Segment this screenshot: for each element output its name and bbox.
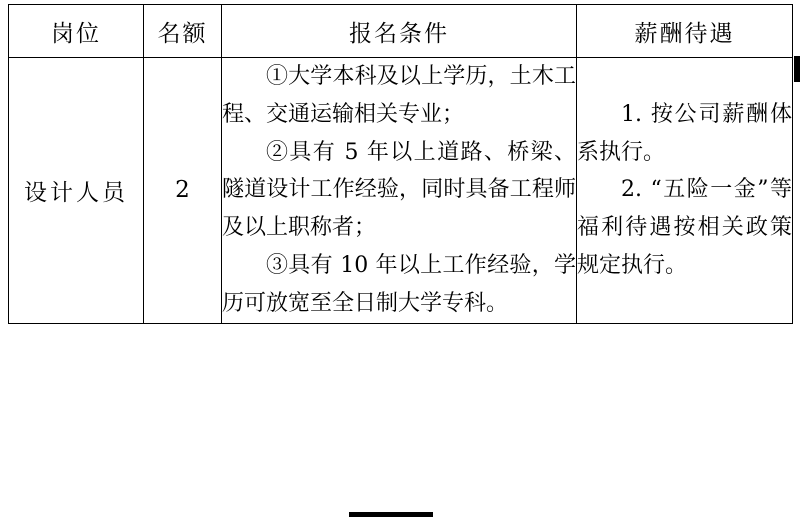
condition-item-1: ①大学本科及以上学历，土木工程、交通运输相关专业； <box>222 64 576 127</box>
table-header-row <box>9 5 793 58</box>
cell-conditions <box>222 58 577 324</box>
table-row <box>9 58 793 324</box>
table-body <box>9 58 793 324</box>
condition-item-2: ②具有 5 年以上道路、桥梁、隧道设计工作经验，同时具备工程师及以上职称者； <box>222 139 576 241</box>
condition-item-3: ③具有 10 年以上工作经验，学历可放宽至全日制大学专科。 <box>222 253 576 316</box>
cell-quota: 2 <box>144 58 222 324</box>
cell-post: 设计人员 <box>9 58 144 324</box>
right-edge-artifact <box>794 56 800 82</box>
column-header-salary: 薪酬待遇 <box>577 5 793 58</box>
salary-item-2: 2. “五险一金”等福利待遇按相关政策规定执行。 <box>577 177 792 279</box>
table-header <box>9 5 793 58</box>
salary-item-1: 1. 按公司薪酬体系执行。 <box>577 101 792 165</box>
column-header-conditions: 报名条件 <box>222 5 577 58</box>
column-header-post: 岗位 <box>9 5 144 58</box>
column-header-quota: 名额 <box>144 5 222 58</box>
recruitment-table <box>8 4 793 324</box>
bottom-edge-artifact <box>349 512 433 517</box>
cell-salary <box>577 58 793 324</box>
